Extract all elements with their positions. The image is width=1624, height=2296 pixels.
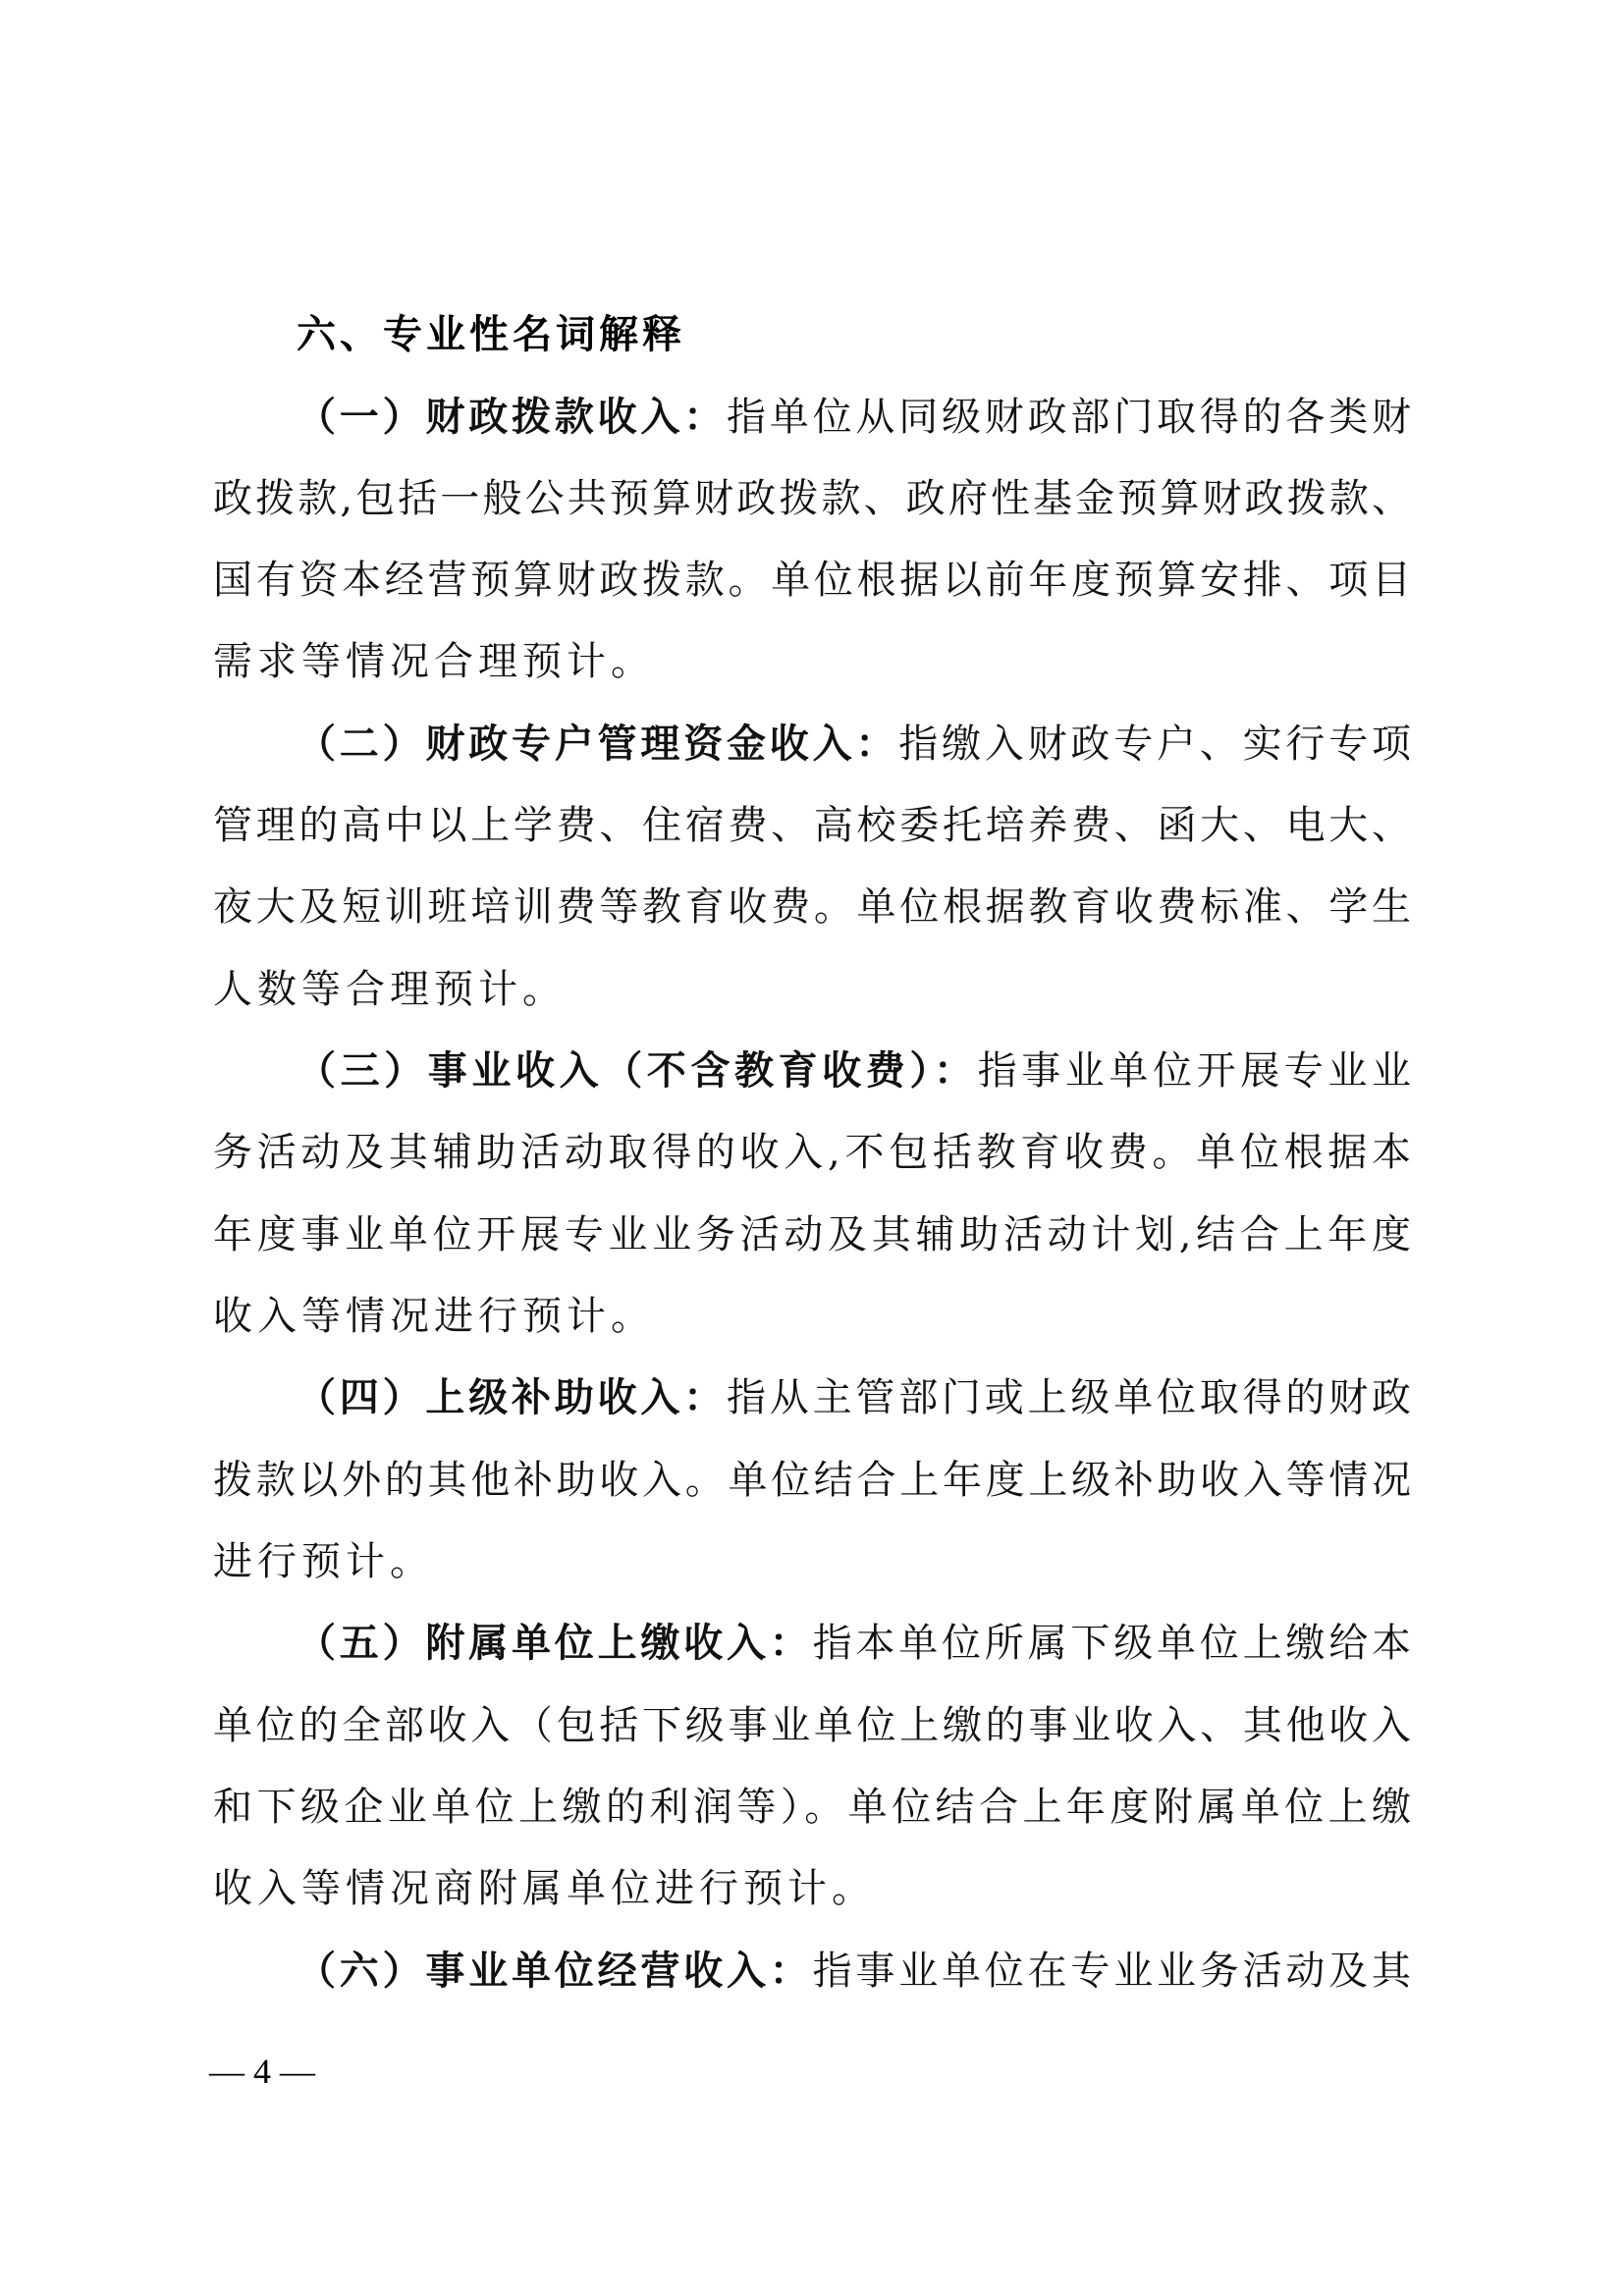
paragraph-2-line-4: 人数等合理预计。 [213, 967, 567, 1012]
paragraph-1-line-4: 需求等情况合理预计。 [213, 639, 655, 684]
paragraph-5-line-2: 单位的全部收入（包括下级事业单位上缴的事业收入、其他收入 [213, 1703, 1411, 1748]
paragraph-4-line-3: 进行预计。 [213, 1539, 434, 1584]
definition-text: 指从主管部门或上级单位取得的财政 [727, 1375, 1411, 1420]
paragraph-5-line-4: 收入等情况商附属单位进行预计。 [213, 1866, 876, 1911]
definition-text: 指缴入财政专户、实行专项 [898, 721, 1412, 767]
term-title: （二）财政专户管理资金收入： [297, 721, 899, 767]
paragraph-2-line-2: 管理的高中以上学费、住宿费、高校委托培养费、函大、电大、 [213, 803, 1411, 848]
paragraph-3-line-1 [297, 1047, 1411, 1095]
term-title: （三）事业收入（不含教育收费）： [297, 1048, 978, 1094]
paragraph-3-line-2: 务活动及其辅助活动取得的收入,不包括教育收费。单位根据本 [213, 1130, 1411, 1175]
paragraph-2-line-1 [297, 721, 1411, 768]
paragraph-3-line-3: 年度事业单位开展专业业务活动及其辅助活动计划,结合上年度 [213, 1212, 1411, 1257]
paragraph-5-line-3: 和下级企业单位上缴的利润等）。单位结合上年度附属单位上缴 [213, 1785, 1411, 1830]
paragraph-4-line-2: 拨款以外的其他补助收入。单位结合上年度上级补助收入等情况 [213, 1458, 1411, 1503]
term-title: （六）事业单位经营收入： [297, 1949, 813, 1994]
paragraph-1-line-2: 政拨款,包括一般公共预算财政拨款、政府性基金预算财政拨款、 [213, 476, 1411, 521]
page-number: — 4 — [209, 2052, 315, 2091]
paragraph-4-line-1 [297, 1374, 1411, 1421]
paragraph-3-line-4: 收入等情况进行预计。 [213, 1294, 655, 1339]
section-heading: 六、专业性名词解释 [297, 312, 685, 357]
term-title: （五）附属单位上缴收入： [297, 1621, 813, 1666]
paragraph-1-line-3: 国有资本经营预算财政拨款。单位根据以前年度预算安排、项目 [213, 558, 1411, 603]
definition-text: 指单位从同级财政部门取得的各类财 [727, 395, 1411, 440]
paragraph-2-line-3: 夜大及短训班培训费等教育收费。单位根据教育收费标准、学生 [213, 884, 1411, 930]
term-title: （一）财政拨款收入： [297, 395, 727, 440]
paragraph-1-line-1 [297, 394, 1411, 441]
term-title: （四）上级补助收入： [297, 1375, 727, 1420]
definition-text: 指事业单位开展专业业 [977, 1048, 1412, 1094]
definition-text: 指本单位所属下级单位上缴给本 [812, 1621, 1412, 1666]
paragraph-6-line-1 [297, 1948, 1411, 1995]
paragraph-5-line-1 [297, 1620, 1411, 1667]
definition-text: 指事业单位在专业业务活动及其 [812, 1949, 1412, 1994]
